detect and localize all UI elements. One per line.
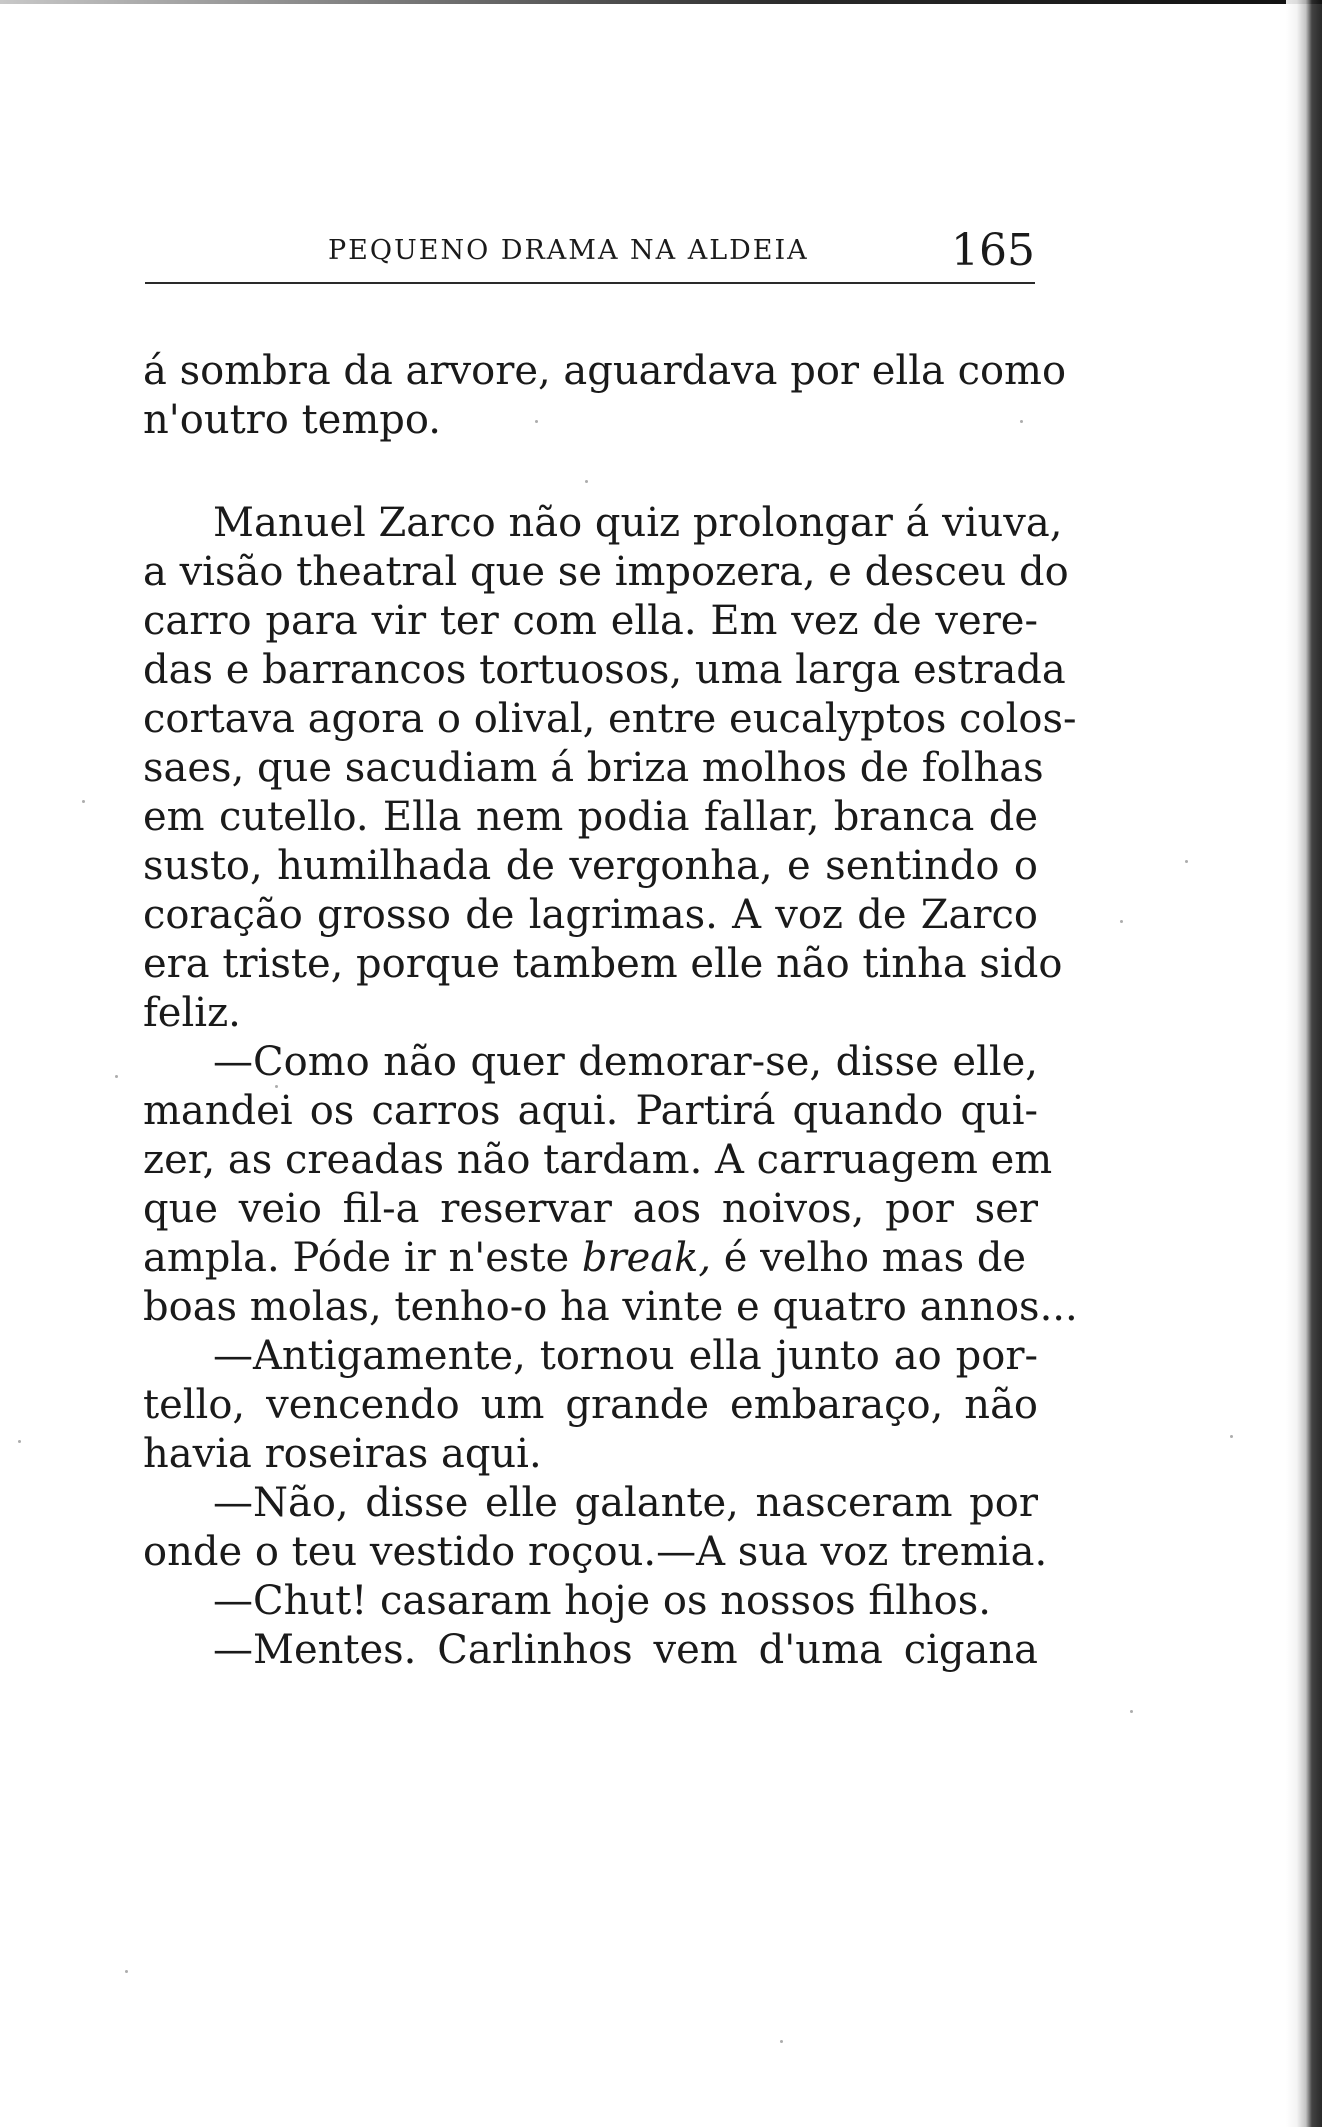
- text-segment: é velho mas de: [711, 1235, 1027, 1281]
- paper-speck: [1185, 860, 1188, 863]
- text-line: coração grosso de lagrimas. A voz de Zarco: [143, 892, 1038, 938]
- body-text: [143, 347, 1078, 1675]
- paper-speck: [1020, 420, 1023, 423]
- paper-speck: [1130, 1710, 1133, 1713]
- text-segment: ampla. Póde ir n'este: [143, 1235, 582, 1281]
- text-line: á sombra da arvore, aguardava por ella como: [143, 348, 1067, 394]
- text-line: mandei os carros aqui. Partirá quando qui-: [143, 1088, 1038, 1134]
- text-line: saes, que sacudiam á briza molhos de folhas: [143, 745, 1044, 791]
- paper-speck: [1230, 1435, 1233, 1438]
- paragraph-gap: [143, 445, 1038, 499]
- paper-speck: [535, 420, 538, 423]
- header-rule: [145, 282, 1035, 284]
- book-gutter-shadow: [1286, 0, 1322, 2127]
- text-line: n'outro tempo.: [143, 397, 441, 443]
- running-title: PEQUENO DRAMA NA ALDEIA: [328, 235, 809, 266]
- text-line: em cutello. Ella nem podia fallar, branca de: [143, 794, 1038, 840]
- paper-speck: [82, 800, 85, 803]
- text-line: susto, humilhada de vergonha, e sentindo o: [143, 843, 1038, 889]
- text-line: —Mentes. Carlinhos vem d'uma cigana: [213, 1627, 1038, 1673]
- text-line: onde o teu vestido roçou.—A sua voz tremia.: [143, 1529, 1048, 1575]
- text-line: das e barrancos tortuosos, uma larga estrada: [143, 647, 1066, 693]
- text-line: era triste, porque tambem elle não tinha sido: [143, 941, 1063, 987]
- text-line: havia roseiras aqui.: [143, 1431, 542, 1477]
- text-line: —Chut! casaram hoje os nossos filhos.: [213, 1578, 991, 1624]
- text-line: —Antigamente, tornou ella junto ao por-: [213, 1333, 1038, 1379]
- italic-word: break,: [581, 1235, 712, 1281]
- text-line-with-italic: [143, 1234, 1038, 1283]
- text-line: feliz.: [143, 990, 241, 1036]
- text-line: a visão theatral que se impozera, e desceu do: [143, 549, 1069, 595]
- page-top-edge: [0, 0, 1322, 4]
- text-line: Manuel Zarco não quiz prolongar á viuva,: [213, 500, 1063, 546]
- text-line: boas molas, tenho-o ha vinte e quatro annos...: [143, 1284, 1078, 1330]
- paper-speck: [1120, 920, 1123, 923]
- text-line: —Como não quer demorar-se, disse elle,: [213, 1039, 1038, 1085]
- paper-speck: [585, 480, 588, 483]
- text-line: carro para vir ter com ella. Em vez de vere-: [143, 598, 1038, 644]
- text-line: —Não, disse elle galante, nasceram por: [213, 1480, 1038, 1526]
- paper-speck: [115, 1075, 118, 1078]
- paper-speck: [275, 1085, 278, 1088]
- paper-speck: [18, 1440, 21, 1443]
- text-line: zer, as creadas não tardam. A carruagem em: [143, 1137, 1053, 1183]
- text-line: cortava agora o olival, entre eucalyptos colos-: [143, 696, 1077, 742]
- text-line: que veio fil-a reservar aos noivos, por ser: [143, 1186, 1038, 1232]
- page-number: 165: [951, 225, 1035, 276]
- running-header: [145, 225, 1035, 285]
- text-line: tello, vencendo um grande embaraço, não: [143, 1382, 1038, 1428]
- paper-speck: [780, 2040, 783, 2043]
- paper-speck: [125, 1970, 128, 1973]
